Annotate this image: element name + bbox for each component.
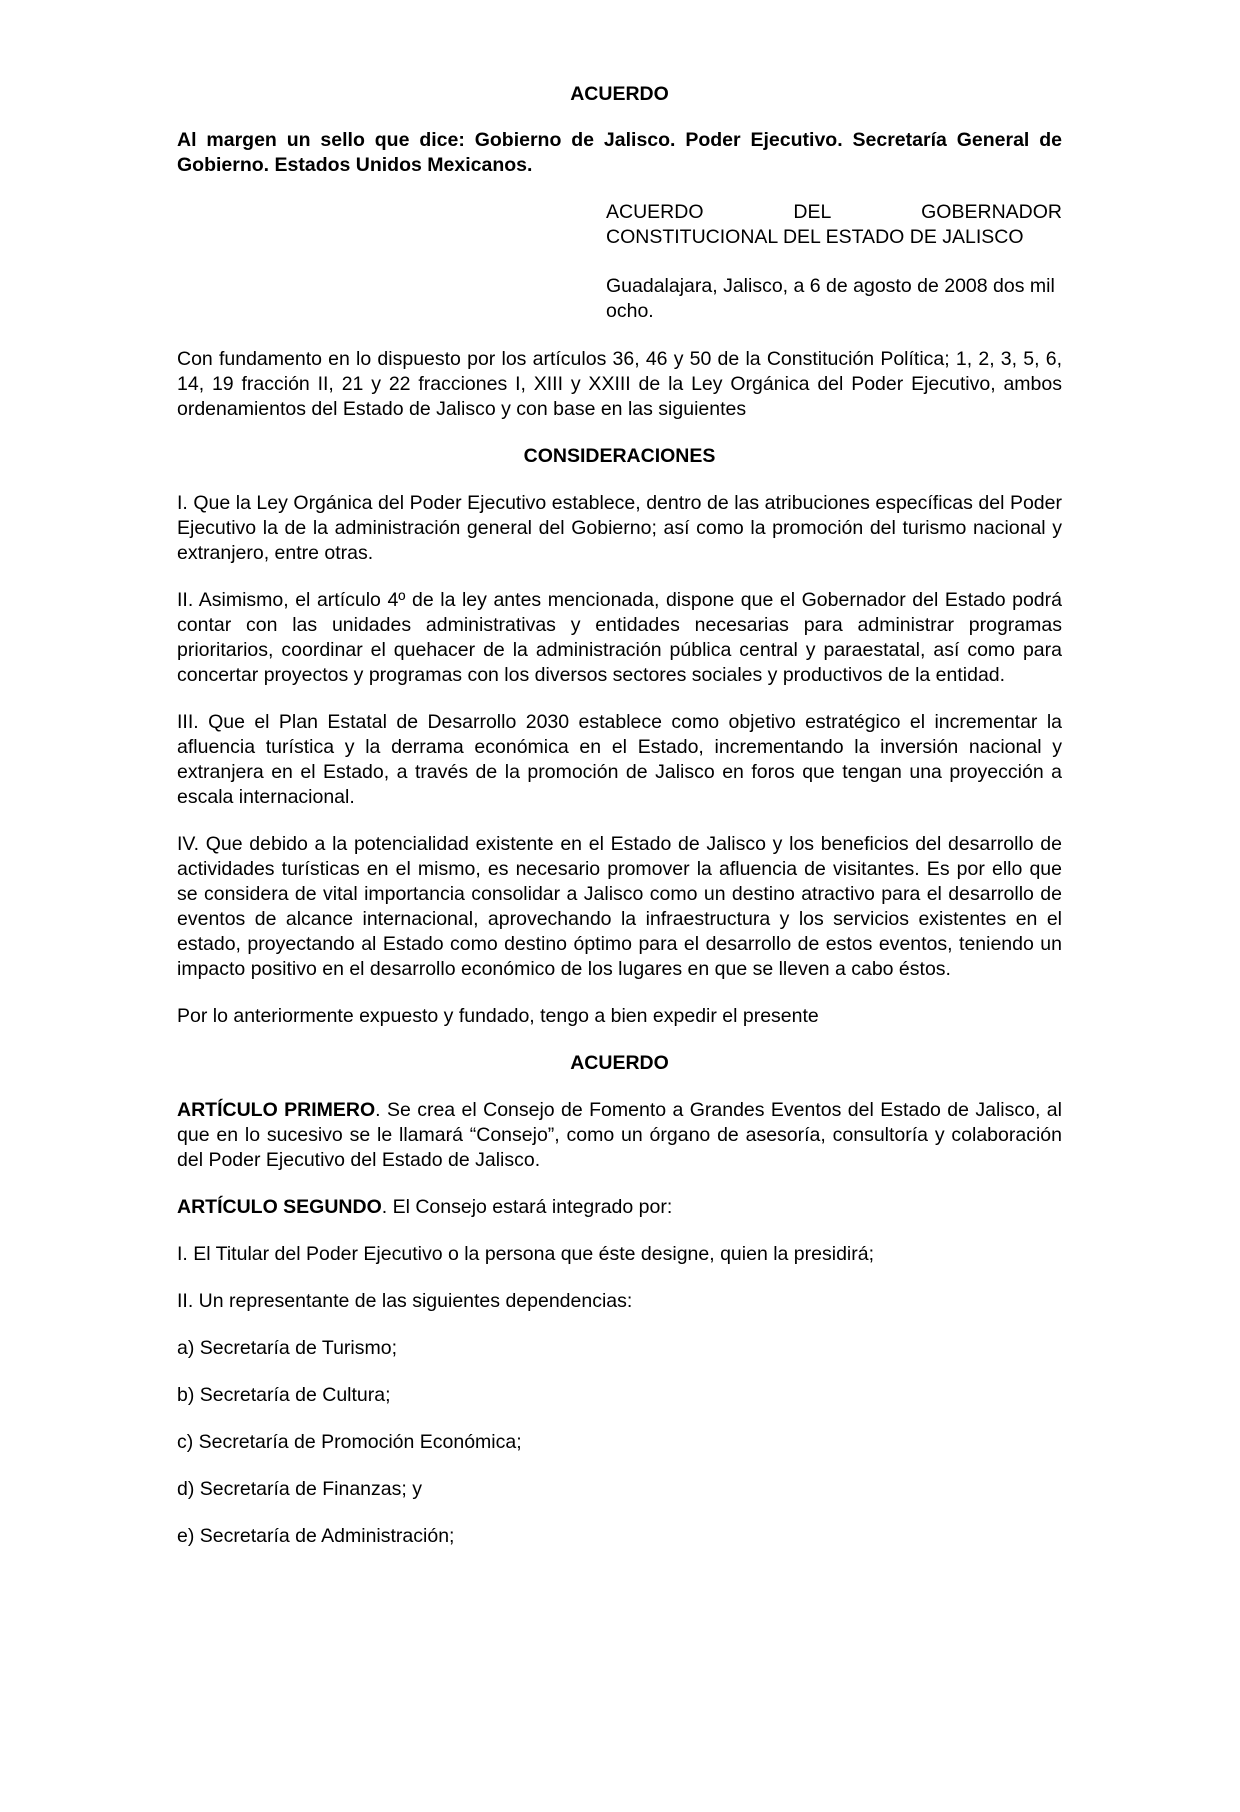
place-date: Guadalajara, Jalisco, a 6 de agosto de 2008 dos mil ocho. (606, 275, 1055, 322)
title-word-acuerdo: ACUERDO (606, 201, 704, 223)
articulo-segundo (177, 1195, 1062, 1220)
fraccion-ii: II. Un representante de las siguientes dependencias: (177, 1290, 633, 1312)
consideracion-iv: IV. Que debido a la potencialidad existente en el Estado de Jalisco y los beneficios del desarrollo de actividades turísticas en el mismo, es necesario promover la afluencia de visitantes. Es por ello que se considera de vital importancia consolidar a Jalisco como un destino atractivo para el desarrollo de eventos de alcance internacional, aprovechando la infraestructura y los servicios existentes en el estado, proyectando al Estado como destino óptimo para el desarrollo de estos eventos, teniendo un impacto positivo en el desarrollo económico de los lugares en que se lleven a cabo éstos. (177, 833, 1062, 980)
sello-paragraph: Al margen un sello que dice: Gobierno de Jalisco. Poder Ejecutivo. Secretaría General de Gobierno. Estados Unidos Mexicanos. (177, 129, 1062, 176)
document-page (177, 82, 1062, 1549)
dependencia-administracion: e) Secretaría de Administración; (177, 1525, 455, 1547)
title-word-del: DEL (793, 201, 832, 223)
articulo-primero-label: ARTÍCULO PRIMERO (177, 1099, 376, 1121)
dependencia-promocion-economica: c) Secretaría de Promoción Económica; (177, 1431, 522, 1453)
heading-acuerdo-top: ACUERDO (570, 83, 669, 105)
consideracion-i: I. Que la Ley Orgánica del Poder Ejecutivo establece, dentro de las atribuciones específicas del Poder Ejecutivo la de la administración general del Gobierno; así como la promoción del turismo nacional y extranjero, entre otras. (177, 492, 1062, 564)
dependencia-cultura: b) Secretaría de Cultura; (177, 1384, 391, 1406)
heading-consideraciones: CONSIDERACIONES (523, 445, 716, 467)
articulo-primero (177, 1098, 1062, 1173)
articulo-segundo-text: . El Consejo estará integrado por: (381, 1196, 673, 1218)
articulo-primero-text: . Se crea el Consejo de Fomento a Grandes Eventos del Estado de Jalisco, al que en lo sucesivo se le llamará “Consejo”, como un órgano de asesoría, consultoría y colaboración del Poder Ejecutivo del Estado de Jalisco. (177, 1099, 1062, 1171)
heading-acuerdo: ACUERDO (570, 1052, 669, 1074)
fraccion-i: I. El Titular del Poder Ejecutivo o la persona que éste designe, quien la presidirá; (177, 1243, 875, 1265)
expedir-paragraph: Por lo anteriormente expuesto y fundado, tengo a bien expedir el presente (177, 1005, 819, 1027)
title-block (606, 200, 1062, 250)
dependencia-turismo: a) Secretaría de Turismo; (177, 1337, 398, 1359)
title-word-gobernador: GOBERNADOR (921, 201, 1062, 223)
fundamento-paragraph: Con fundamento en lo dispuesto por los artículos 36, 46 y 50 de la Constitución Política; 1, 2, 3, 5, 6, 14, 19 fracción II, 21 y 22 fracciones I, XIII y XXIII de la Ley Orgánica del Poder Ejecutivo, ambos ordenamientos del Estado de Jalisco y con base en las siguientes (177, 348, 1062, 420)
title-line-1 (606, 200, 1062, 225)
consideracion-ii: II. Asimismo, el artículo 4º de la ley antes mencionada, dispone que el Gobernador del Estado podrá contar con las unidades administrativas y entidades necesarias para administrar programas prioritarios, coordinar el quehacer de la administración pública central y paraestatal, así como para concertar proyectos y programas con los diversos sectores sociales y productivos de la entidad. (177, 589, 1062, 686)
articulo-segundo-label: ARTÍCULO SEGUNDO (177, 1196, 382, 1218)
consideracion-iii: III. Que el Plan Estatal de Desarrollo 2030 establece como objetivo estratégico el incrementar la afluencia turística y la derrama económica en el Estado, incrementando la inversión nacional y extranjera en el Estado, a través de la promoción de Jalisco en foros que tengan una proyección a escala internacional. (177, 711, 1062, 808)
dependencia-finanzas: d) Secretaría de Finanzas; y (177, 1478, 422, 1500)
title-line-2: CONSTITUCIONAL DEL ESTADO DE JALISCO (606, 226, 1024, 248)
